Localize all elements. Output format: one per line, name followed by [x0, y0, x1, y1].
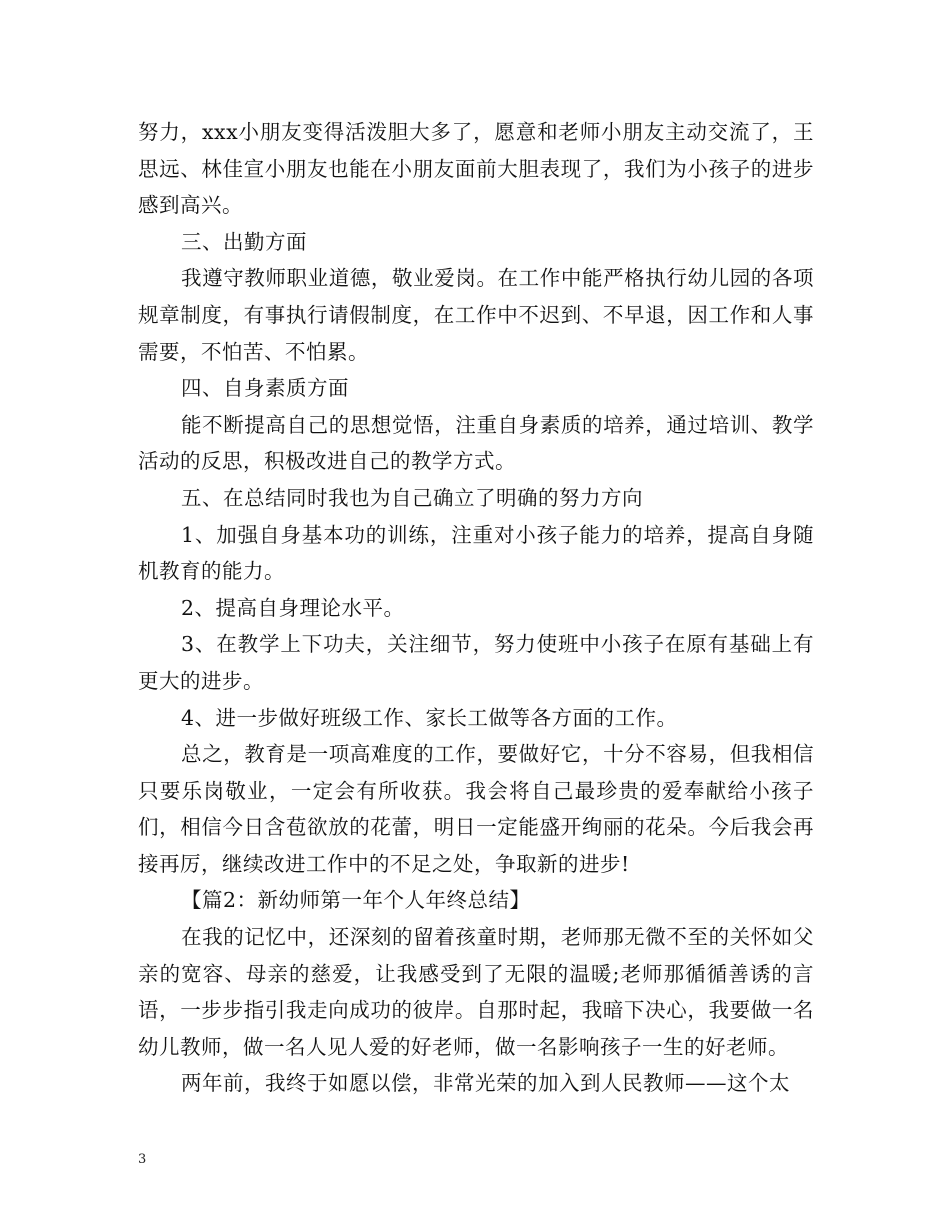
section-heading-direction: 五、在总结同时我也为自己确立了明确的努力方向	[181, 485, 643, 510]
list-item: 4、进一步做好班级工作、家长工做等各方面的工作。	[181, 705, 678, 730]
article-title: 【篇2：新幼师第一年个人年终总结】	[181, 888, 531, 913]
list-item: 2、提高自身理论水平。	[181, 595, 405, 620]
body-text	[138, 114, 814, 1102]
section-heading-self-quality: 四、自身素质方面	[181, 376, 349, 401]
paragraph: 努力，xxx小朋友变得活泼胆大多了，愿意和老师小朋友主动交流了，王思远、林佳宣小朋友也能在小朋友面前大胆表现了，我们为小孩子的进步感到高兴。	[138, 120, 814, 218]
paragraph: 两年前，我终于如愿以偿，非常光荣的加入到人民教师——这个太	[181, 1071, 790, 1096]
page-number: 3	[138, 1152, 147, 1167]
list-item: 3、在教学上下功夫，关注细节，努力使班中小孩子在原有基础上有更大的进步。	[138, 632, 814, 693]
paragraph: 能不断提高自己的思想觉悟，注重自身素质的培养，通过培训、教学活动的反思，积极改进自己的教学方式。	[138, 412, 814, 474]
section-heading-attendance: 三、出勤方面	[181, 229, 307, 254]
paragraph: 在我的记忆中，还深刻的留着孩童时期，老师那无微不至的关怀如父亲的宽容、母亲的慈爱，让我感受到了无限的温暖;老师那循循善诱的言语，一步步指引我走向成功的彼岸。自那时起，我暗下决心，我要做一名幼儿教师，做一名人见人爱的好老师，做一名影响孩子一生的好老师。	[138, 925, 814, 1059]
paragraph: 我遵守教师职业道德，敬业爱岗。在工作中能严格执行幼儿园的各项规章制度，有事执行请假制度，在工作中不迟到、不早退，因工作和人事需要，不怕苦、不怕累。	[138, 266, 814, 364]
list-item: 1、加强自身基本功的训练，注重对小孩子能力的培养，提高自身随机教育的能力。	[138, 522, 814, 584]
paragraph: 总之，教育是一项高难度的工作，要做好它，十分不容易，但我相信只要乐岗敬业，一定会有所收获。我会将自己最珍贵的爱奉献给小孩子们，相信今日含苞欲放的花蕾，明日一定能盛开绚丽的花朵。今后我会再接再厉，继续改进工作中的不足之处，争取新的进步!	[138, 742, 814, 876]
